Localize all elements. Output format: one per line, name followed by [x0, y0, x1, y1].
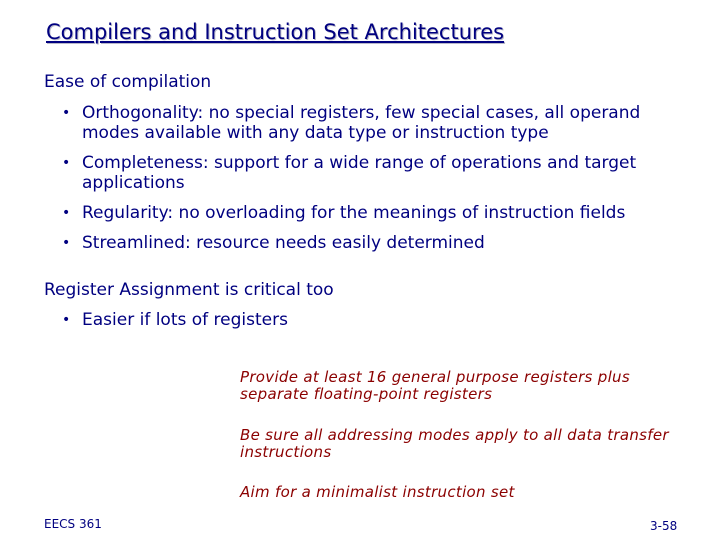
- bullet-item: [62, 310, 682, 330]
- note-minimalist-instruction-set: Aim for a minimalist instruction set: [240, 483, 515, 501]
- bullet-text-completeness: Completeness: support for a wide range of operations and target applications: [82, 153, 637, 193]
- bullet-text-orthogonality: Orthogonality: no special registers, few special cases, all operand modes available with any data type or instruction type: [82, 103, 641, 143]
- bullet-dot-icon: •: [62, 235, 71, 251]
- bullet-item: [62, 153, 682, 193]
- bullet-dot-icon: •: [62, 105, 71, 121]
- bullet-text-lots-of-registers: Easier if lots of registers: [82, 310, 288, 330]
- bullet-item: [62, 103, 682, 143]
- ease-of-compilation-bullet-list: [62, 103, 682, 253]
- bullet-dot-icon: •: [62, 205, 71, 221]
- note-general-purpose-registers: Provide at least 16 general purpose registers plus separate floating-point registers: [240, 368, 630, 403]
- bullet-dot-icon: •: [62, 155, 71, 171]
- note-addressing-modes: Be sure all addressing modes apply to all data transfer instructions: [240, 426, 669, 461]
- slide-title: Compilers and Instruction Set Architectures: [46, 20, 505, 44]
- bullet-dot-icon: •: [62, 312, 71, 328]
- section-heading-ease-of-compilation: Ease of compilation: [44, 72, 212, 92]
- bullet-text-streamlined: Streamlined: resource needs easily determined: [82, 233, 485, 253]
- bullet-item: [62, 203, 682, 223]
- footer-course-label: EECS 361: [44, 517, 102, 531]
- section-heading-register-assignment: Register Assignment is critical too: [44, 280, 334, 300]
- bullet-text-regularity: Regularity: no overloading for the meanings of instruction fields: [82, 203, 626, 223]
- footer-page-number: 3-58: [650, 519, 678, 533]
- register-assignment-bullet-list: [62, 310, 682, 330]
- bullet-item: [62, 233, 682, 253]
